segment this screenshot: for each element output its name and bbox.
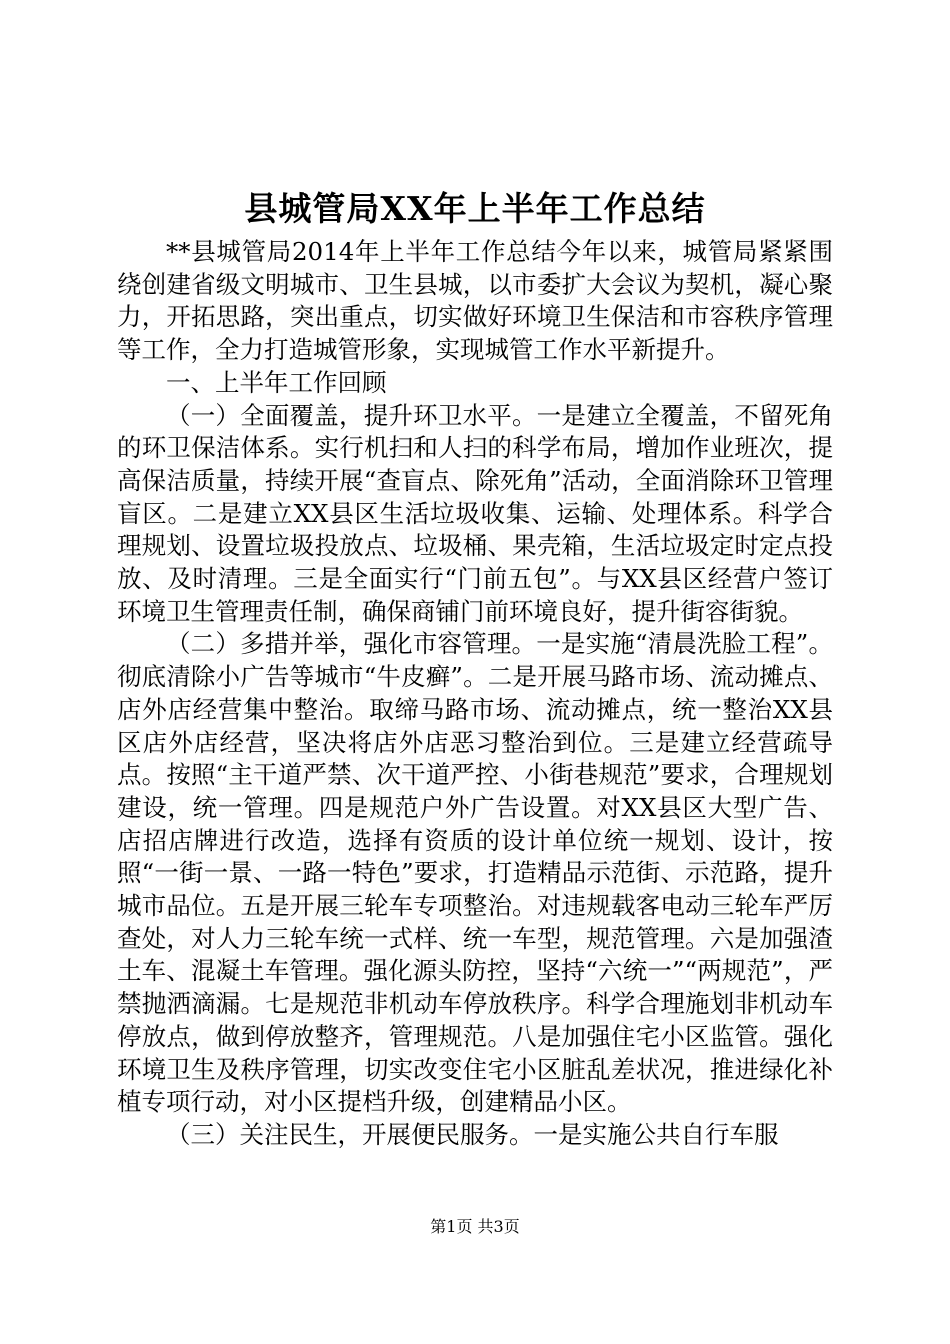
document-body — [117, 236, 833, 1152]
section-heading: 一、上半年工作回顾 — [166, 367, 387, 397]
document-title: 县城管局XX年上半年工作总结 — [244, 189, 706, 228]
paragraph-sanitation: （一）全面覆盖，提升环卫水平。一是建立全覆盖，不留死角的环卫保洁体系。实行机扫和人扫的科学布局，增加作业班次，提高保洁质量，持续开展“查盲点、除死角”活动，全面消除环卫管理盲区。二是建立XX县区生活垃圾收集、运输、处理体系。科学合理规划、设置垃圾投放点、垃圾桶、果壳箱，生活垃圾定时定点投放、及时清理。三是全面实行“门前五包”。与XX县区经营户签订环境卫生管理责任制，确保商铺门前环境良好，提升街容街貌。 — [117, 400, 833, 626]
intro-paragraph: **县城管局2014年上半年工作总结今年以来，城管局紧紧围绕创建省级文明城市、卫生县城，以市委扩大会议为契机，凝心聚力，开拓思路，突出重点，切实做好环境卫生保洁和市容秩序管理等工作，全力打造城管形象，实现城管工作水平新提升。 — [117, 237, 833, 365]
paragraph-public-service: （三）关注民生，开展便民服务。一是实施公共自行车服 — [166, 1119, 779, 1149]
paragraph-city-appearance: （二）多措并举，强化市容管理。一是实施“清晨洗脸工程”。彻底清除小广告等城市“牛皮癣”。二是开展马路市场、流动摊点、店外店经营集中整治。取缔马路市场、流动摊点，统一整治XX县区店外店经营，坚决将店外店恶习整治到位。三是建立经营疏导点。按照“主干道严禁、次干道严控、小街巷规范”要求，合理规划建设，统一管理。四是规范户外广告设置。对XX县区大型广告、店招店牌进行改造，选择有资质的设计单位统一规划、设计，按照“一街一景、一路一特色”要求，打造精品示范街、示范路，提升城市品位。五是开展三轮车专项整治。对违规载客电动三轮车严厉查处，对人力三轮车统一式样、统一车型，规范管理。六是加强渣土车、混凝土车管理。强化源头防控，坚持“六统一”“两规范”，严禁抛洒滴漏。七是规范非机动车停放秩序。科学合理施划非机动车停放点，做到停放整齐，管理规范。八是加强住宅小区监管。强化环境卫生及秩序管理，切实改变住宅小区脏乱差状况，推进绿化补植专项行动，对小区提档升级，创建精品小区。 — [117, 629, 833, 1117]
page-footer: 第1页 共3页 — [430, 1217, 520, 1236]
